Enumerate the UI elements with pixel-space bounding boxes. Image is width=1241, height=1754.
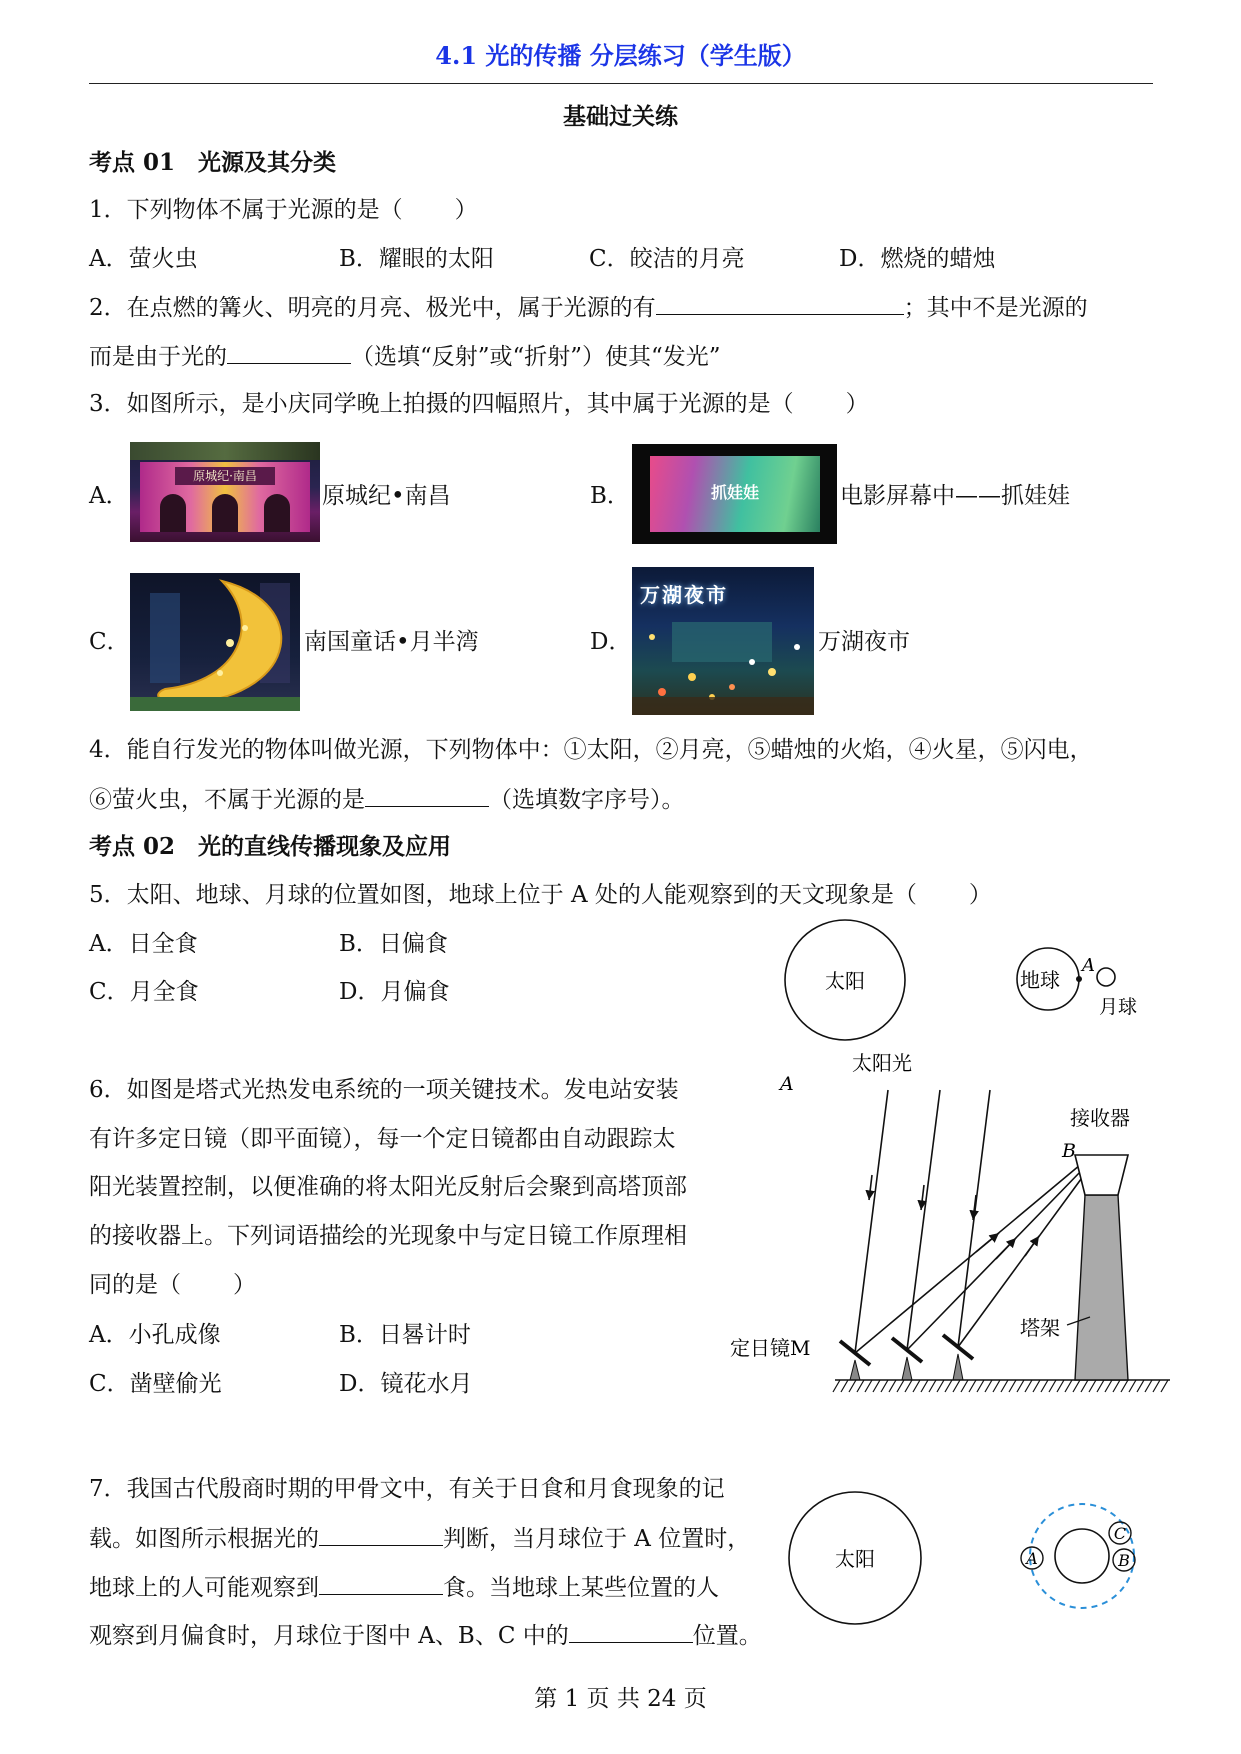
section-title: 基础过关练 xyxy=(563,103,678,130)
q5-moon-circle xyxy=(1097,968,1115,986)
hatch-mark xyxy=(1113,1380,1120,1392)
hatch-mark xyxy=(969,1380,976,1392)
hatch-mark xyxy=(897,1380,904,1392)
q1-option-c[interactable]: C．皎洁的月亮 xyxy=(589,246,745,272)
hatch-mark xyxy=(993,1380,1000,1392)
q3-option-d-caption: 万湖夜市 xyxy=(818,629,910,655)
q1-stem xyxy=(89,195,478,225)
q3-option-a-letter[interactable]: A． xyxy=(89,483,129,509)
q3-option-d-letter[interactable]: D． xyxy=(590,629,632,655)
hatch-mark xyxy=(865,1380,872,1392)
hatch-mark xyxy=(1097,1380,1104,1392)
q5-point-a-dot xyxy=(1076,976,1082,982)
hatch-mark xyxy=(1105,1380,1112,1392)
q6-mirror-stand-3 xyxy=(953,1354,963,1380)
q7-figure xyxy=(780,1480,1160,1640)
q7-line3 xyxy=(89,1572,719,1603)
hatch-mark xyxy=(985,1380,992,1392)
q1-stem-text: 1．下列物体不属于光源的是（ xyxy=(89,197,403,223)
q1-stem-end: ） xyxy=(454,197,478,223)
hatch-mark xyxy=(1009,1380,1016,1392)
q6-line2: 有许多定日镜（即平面镜），每一个定日镜都由自动跟踪太 xyxy=(89,1126,676,1152)
hatch-mark xyxy=(1089,1380,1096,1392)
q3-photo-a xyxy=(130,442,320,542)
q6-option-b[interactable]: B．日晷计时 xyxy=(339,1322,471,1348)
q2-text-3: 而是由于光的 xyxy=(89,344,227,370)
q5-option-c[interactable]: C．月全食 xyxy=(89,979,199,1005)
q6-tower xyxy=(1075,1195,1128,1380)
q2-text-4: （选填“反射”或“折射”）使其“发光” xyxy=(351,344,721,370)
q6-mirror-label: 定日镜M xyxy=(730,1336,811,1360)
q3-photo-d xyxy=(632,567,814,715)
hatch-mark xyxy=(1017,1380,1024,1392)
q1-option-d[interactable]: D．燃烧的蜡烛 xyxy=(839,246,996,272)
q3-stem-text: 3．如图所示，是小庆同学晚上拍摄的四幅照片，其中属于光源的是（ xyxy=(89,391,794,417)
q3-stem-end: ） xyxy=(845,391,869,417)
kp2-heading: 考点 02 光的直线传播现象及应用 xyxy=(89,833,452,860)
q7-blank-2[interactable] xyxy=(319,1572,443,1595)
q6-sun-ray-3 xyxy=(958,1090,990,1347)
q6-sun-ray-2 xyxy=(907,1090,940,1350)
q7-text-6: 位置。 xyxy=(692,1623,762,1649)
q6-line4: 的接收器上。下列词语描绘的光现象中与定日镜工作原理相 xyxy=(89,1223,687,1249)
q7-blank-3[interactable] xyxy=(569,1620,693,1643)
q6-stem-text: 同的是（ xyxy=(89,1272,181,1298)
hatch-mark xyxy=(1137,1380,1144,1392)
q3-option-b-letter[interactable]: B． xyxy=(590,483,630,509)
q3-option-c-letter[interactable]: C． xyxy=(89,629,130,655)
q1-option-a[interactable]: A．萤火虫 xyxy=(89,246,198,272)
q6-reflected-arrow-2 xyxy=(996,1238,1016,1259)
q5-moon-label: 月球 xyxy=(1098,996,1138,1018)
q6-ground-hatching xyxy=(833,1380,1168,1392)
q6-line3: 阳光装置控制，以便准确的将太阳光反射后会聚到高塔顶部 xyxy=(89,1174,687,1200)
hatch-mark xyxy=(889,1380,896,1392)
q7-blank-1[interactable] xyxy=(319,1523,443,1546)
q6-sunlight-label: 太阳光 xyxy=(852,1051,912,1075)
q7-line1: 7．我国古代殷商时期的甲骨文中，有关于日食和月食现象的记 xyxy=(89,1476,725,1502)
q6-stem-end: ） xyxy=(233,1272,256,1298)
q5-point-a-label: A xyxy=(1082,955,1095,976)
hatch-mark xyxy=(1065,1380,1072,1392)
q5-option-d[interactable]: D．月偏食 xyxy=(339,979,450,1005)
q2-text-1: 2．在点燃的篝火、明亮的月亮、极光中，属于光源的有 xyxy=(89,295,656,321)
q3-photo-b-text: 抓娃娃 xyxy=(710,483,759,502)
q7-text-2: 判断，当月球位于 A 位置时， xyxy=(443,1526,751,1552)
q3-option-b-caption: 电影屏幕中——抓娃娃 xyxy=(840,483,1070,509)
q6-receiver-label: 接收器 xyxy=(1070,1106,1130,1130)
q6-option-a[interactable]: A．小孔成像 xyxy=(89,1322,221,1348)
q2-line2 xyxy=(89,341,721,372)
q6-arrow-1 xyxy=(869,1175,872,1200)
hatch-mark xyxy=(1001,1380,1008,1392)
hatch-mark xyxy=(977,1380,984,1392)
hatch-mark xyxy=(857,1380,864,1392)
q3-option-a-caption: 原城纪•南昌 xyxy=(322,483,451,509)
hatch-mark xyxy=(929,1380,936,1392)
q7-sun-label: 太阳 xyxy=(835,1547,875,1571)
q3-photo-c xyxy=(130,573,300,711)
q7-line2 xyxy=(89,1523,750,1554)
q7-text-1: 载。如图所示根据光的 xyxy=(89,1526,319,1552)
hatch-mark xyxy=(873,1380,880,1392)
q1-option-b[interactable]: B．耀眼的太阳 xyxy=(339,246,494,272)
q7-moon-a-label: A xyxy=(1026,1549,1038,1568)
hatch-mark xyxy=(833,1380,840,1392)
hatch-mark xyxy=(1033,1380,1040,1392)
q3-stem xyxy=(89,389,869,419)
hatch-mark xyxy=(921,1380,928,1392)
q4-blank[interactable] xyxy=(365,784,489,807)
page-footer: 第 1 页 共 24 页 xyxy=(534,1686,707,1712)
q4-text-2: （选填数字序号）。 xyxy=(489,787,685,813)
q6-line1: 6．如图是塔式光热发电系统的一项关键技术。发电站安装 xyxy=(89,1077,679,1103)
q6-mirror-stand-2 xyxy=(902,1357,912,1380)
header-divider xyxy=(89,83,1153,84)
hatch-mark xyxy=(945,1380,952,1392)
hatch-mark xyxy=(1153,1380,1160,1392)
q6-receiver xyxy=(1075,1155,1128,1195)
q5-earth-label: 地球 xyxy=(1020,968,1060,992)
q7-earth-circle xyxy=(1055,1529,1109,1583)
q7-line4 xyxy=(89,1620,762,1651)
q2-line1 xyxy=(89,292,1088,323)
q2-text-2: ；其中不是光源的 xyxy=(903,295,1088,321)
hatch-mark xyxy=(1057,1380,1064,1392)
q7-text-3: 地球上的人可能观察到 xyxy=(89,1575,319,1601)
q6-tower-label: 塔架 xyxy=(1020,1316,1060,1340)
q5-stem-end: ） xyxy=(968,882,992,908)
hatch-mark xyxy=(953,1380,960,1392)
q3-option-c-caption: 南国童话•月半湾 xyxy=(304,629,479,655)
q2-blank-2[interactable] xyxy=(227,341,351,364)
hatch-mark xyxy=(1145,1380,1152,1392)
q5-option-a[interactable]: A．日全食 xyxy=(89,931,198,957)
kp1-heading: 考点 01 光源及其分类 xyxy=(89,149,337,176)
hatch-mark xyxy=(1161,1380,1168,1392)
hatch-mark xyxy=(841,1380,848,1392)
q5-sun-label: 太阳 xyxy=(825,969,865,993)
q7-text-4: 食。当地球上某些位置的人 xyxy=(443,1575,719,1601)
q5-option-b[interactable]: B．日偏食 xyxy=(339,931,448,957)
q2-blank-1[interactable] xyxy=(656,292,904,315)
hatch-mark xyxy=(961,1380,968,1392)
hatch-mark xyxy=(881,1380,888,1392)
q7-text-5: 观察到月偏食时，月球位于图中 A、B、C 中的 xyxy=(89,1623,569,1649)
hatch-mark xyxy=(1081,1380,1088,1392)
hatch-mark xyxy=(913,1380,920,1392)
q6-ray-a-label: A xyxy=(780,1073,794,1095)
q3-photo-d-sign: 万湖夜市 xyxy=(640,583,728,607)
q6-mirror-stand-1 xyxy=(850,1360,860,1380)
q6-reflected-arrow-3 xyxy=(1025,1236,1039,1256)
q6-figure xyxy=(730,1051,1180,1405)
q7-moon-c-label: C xyxy=(1113,1524,1127,1543)
q6-stem-last xyxy=(89,1270,256,1300)
q6-arrow-2 xyxy=(921,1185,924,1210)
hatch-mark xyxy=(1049,1380,1056,1392)
hatch-mark xyxy=(1073,1380,1080,1392)
q6-point-b-label: B xyxy=(1062,1140,1076,1162)
hatch-mark xyxy=(1041,1380,1048,1392)
q5-stem-text: 5．太阳、地球、月球的位置如图，地球上位于 A 处的人能观察到的天文现象是（ xyxy=(89,882,917,908)
hatch-mark xyxy=(1121,1380,1128,1392)
page-title: 4.1 光的传播 分层练习（学生版） xyxy=(435,41,806,70)
night-market-lights-icon xyxy=(632,567,814,715)
q6-option-d[interactable]: D．镜花水月 xyxy=(339,1371,473,1397)
q5-stem xyxy=(89,880,992,910)
q4-text-1: ⑥萤火虫，不属于光源的是 xyxy=(89,787,365,813)
hatch-mark xyxy=(937,1380,944,1392)
q3-photo-b xyxy=(632,444,837,544)
hatch-mark xyxy=(1025,1380,1032,1392)
q6-reflected-arrow-1 xyxy=(976,1233,999,1252)
q4-line1: 4．能自行发光的物体叫做光源，下列物体中：①太阳，②月亮，⑤蜡烛的火焰，④火星，⑤闪电， xyxy=(89,737,1093,763)
q5-figure xyxy=(770,915,1150,1055)
q6-sun-ray-1 xyxy=(855,1090,888,1353)
hatch-mark xyxy=(849,1380,856,1392)
hatch-mark xyxy=(1129,1380,1136,1392)
hatch-mark xyxy=(905,1380,912,1392)
q7-moon-b-label: B xyxy=(1118,1551,1130,1570)
q3-photo-a-sign: 原城纪·南昌 xyxy=(175,467,275,485)
q6-option-c[interactable]: C．凿壁偷光 xyxy=(89,1371,222,1397)
q4-line2 xyxy=(89,784,685,815)
crescent-moon-lantern-icon xyxy=(130,573,300,711)
